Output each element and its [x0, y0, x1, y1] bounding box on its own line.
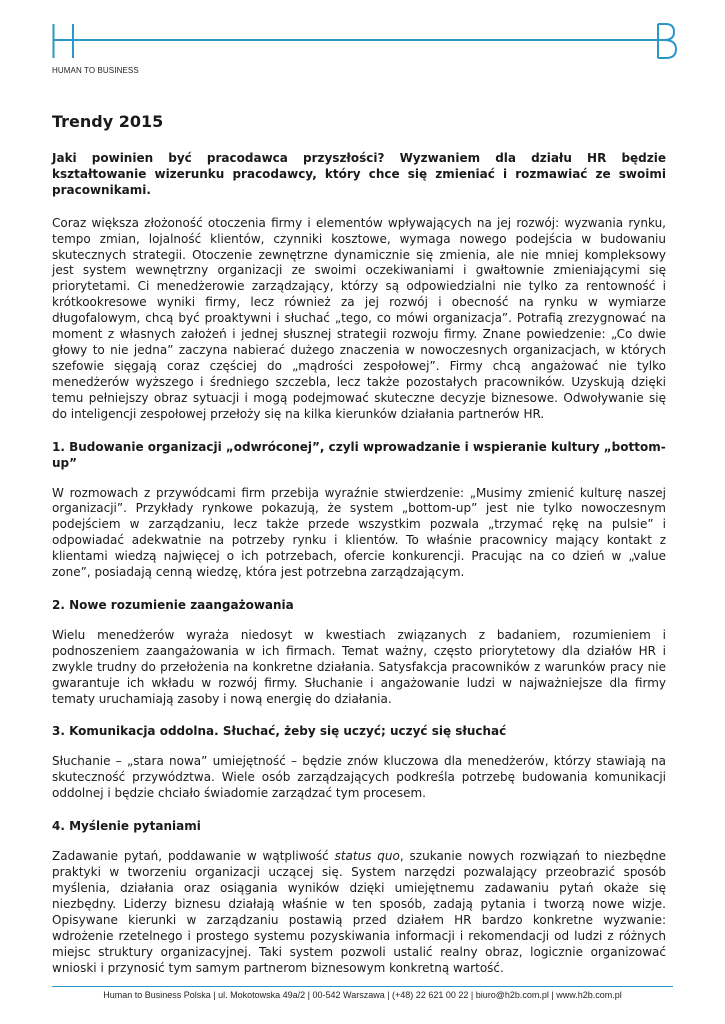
section-4-body-end: , szukanie nowych rozwiązań to niezbędne praktyki w tworzeniu organizacji uczącej się. System narzędzi pozwalający przeobrazić sposób myślenia, działania oraz osiągania wyników dzięki umiejętnemu zadawaniu pytań okaże się niezbędny. Liderzy biznesu działają właśnie w ten sposób, zadają pytania i tworzą nowe wizje. Opisywane kierunki w zarządzaniu postawią przed działem HR bardzo konkretne wyzwanie: wdrożenie rzetelnego i prostego systemu pozyskiwania informacji i rekomendacji od ludzi z różnych miejsc struktury organizacyjnej. Taki system pozwoli ustalić realny obraz, logicznie organizować wnioski i przynosić tym samym partnerom biznesowym konkretną wartość.	[52, 849, 666, 975]
lead-paragraph: Jaki powinien być pracodawca przyszłości? Wyzwaniem dla działu HR będzie kształtowanie wizerunku pracodawcy, który chce się zmieniać i rozmawiać ze swoimi pracownikami.	[52, 151, 666, 197]
section-1-title: 1. Budowanie organizacji „odwróconej”, czyli wprowadzanie i wspieranie kultury „bottom-up”	[52, 439, 666, 470]
section-4-body-italic: status quo	[334, 849, 400, 864]
section-1-body: W rozmowach z przywódcami firm przebija wyraźnie stwierdzenie: „Musimy zmienić kulturę naszej organizacji”. Przykłady rynkowe pokazują, że system „bottom-up” jest nie tylko nowoczesnym podejściem w zarządzaniu, lecz także przede wszystkim pozwala „trzymać rękę na pulsie” i odpowiadać adekwatnie na potrzeby rynku i klientów. To właśnie pracownicy mający kontakt z klientami wiedzą najwięcej o ich potrzebach, ofercie konkurencji. Pracując na co dzień w „value zone”, posiadają cenną wiedzę, która jest potrzebna zarządzającym.	[52, 485, 666, 580]
section-4-body-start: Zadawanie pytań, poddawanie w wątpliwość	[52, 849, 335, 864]
section-2-title: 2. Nowe rozumienie zaangażowania	[52, 597, 294, 612]
logo-graphic	[52, 22, 682, 62]
company-logo	[52, 22, 682, 82]
brand-name: HUMAN TO BUSINESS	[52, 66, 139, 75]
document-body	[52, 112, 666, 992]
intro-paragraph: Coraz większa złożoność otoczenia firmy i elementów wpływających na jej rozwój: wyzwania rynku, tempo zmian, lojalność klientów, czynniki kosztowe, wymaga nowego podejścia w budowaniu skutecznych strategii. Otoczenie zewnętrzne dynamicznie się zmienia, ale nie mniej kompleksowy jest system wewnętrzny organizacji ze swoimi oczekiwaniami i gwałtownie zmieniającymi się priorytetami. Ci menedżerowie zarządzający, którzy są odpowiedzialni nie tylko za rentowność i krótkookresowe wyniki firmy, lecz również za jej rozwój i obecność na rynku w wymiarze długofalowym, chcą być proaktywni i słuchać „tego, co mówi organizacja”. Potrafią zrezygnować na moment z własnych założeń i jednej słusznej strategii rozwoju firmy. Znane powiedzenie: „Co dwie głowy to nie jedna” zaczyna nabierać dużego znaczenia w nowoczesnych organizacjach, w których szefowie sięgają coraz częściej do „mądrości zespołowej”. Firmy chcą angażować nie tylko menedżerów wyższego i średniego szczebla, lecz także pozostałych pracowników. Uzyskują dzięki temu pełniejszy obraz sytuacji i mogą podejmować skuteczne decyzje biznesowe. Odwoływanie się do inteligencji zespołowej przełoży się na kilka kierunków działania partnerów HR.	[52, 215, 666, 421]
section-3-body: Słuchanie – „stara nowa” umiejętność – będzie znów kluczowa dla menedżerów, którzy stawiają na skuteczność przywództwa. Wiele osób zarządzających podkreśla potrzebę budowania komunikacji oddolnej i będzie chciało świadomie zarządzać tym procesem.	[52, 754, 666, 801]
section-4-title: 4. Myślenie pytaniami	[52, 819, 201, 834]
section-3-title: 3. Komunikacja oddolna. Słuchać, żeby się uczyć; uczyć się słuchać	[52, 724, 507, 739]
footer-contact: Human to Business Polska | ul. Mokotowska 49a/2 | 00-542 Warszawa | (+48) 22 621 00 22 | biuro@h2b.com.pl | www.h2b.com.pl	[103, 990, 622, 1000]
section-4-body	[52, 849, 666, 976]
document-title: Trendy 2015	[52, 112, 164, 131]
section-2-body: Wielu menedżerów wyraża niedosyt w kwestiach związanych z badaniem, rozumieniem i podnoszeniem zaangażowania w ich firmach. Temat ważny, często priorytetowy dla działów HR i zwykle trudny do przełożenia na konkretne działania. Satysfakcja pracowników z warunków pracy nie gwarantuje ich wkładu w rozwój firmy. Słuchanie i angażowanie ludzi w najważniejsze dla firmy tematy uruchamiają zasoby i nową energię do działania.	[52, 627, 666, 706]
footer-divider	[52, 986, 673, 987]
